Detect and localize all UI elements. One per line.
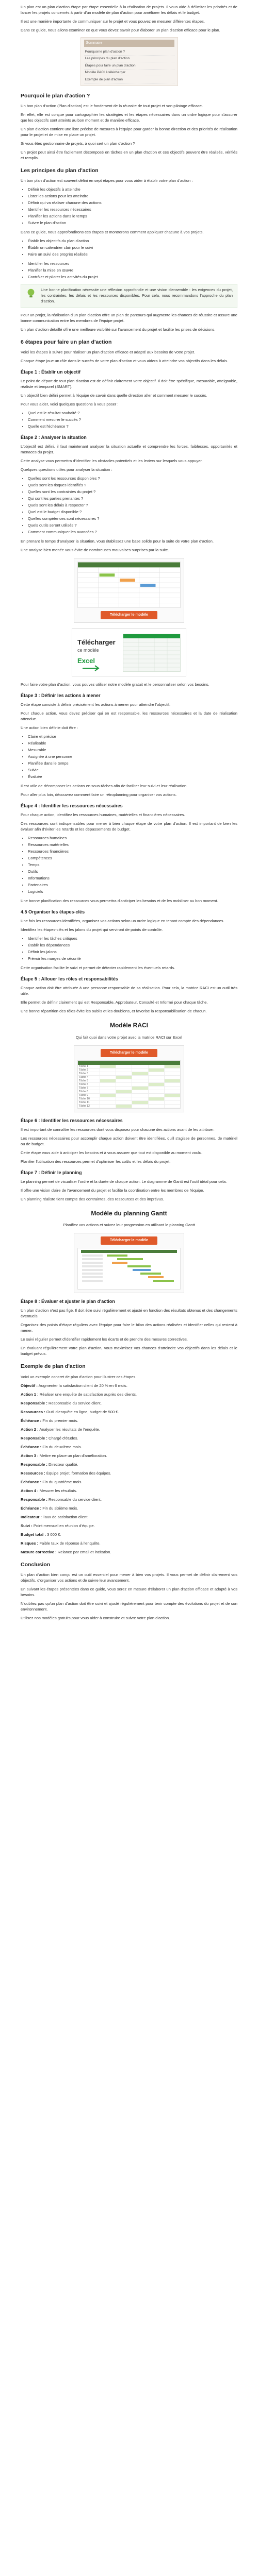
- step-title: Étape 7 : Définir le planning: [21, 1170, 82, 1175]
- raci-row: [78, 1069, 180, 1072]
- example-line: [21, 1497, 237, 1502]
- bullet-list: [21, 835, 237, 894]
- raci-cell: [164, 1083, 180, 1086]
- gantt-download-button[interactable]: Télécharger le modèle: [101, 1236, 157, 1245]
- example-line-text: Réaliser une enquête de satisfaction auprès des clients.: [39, 1392, 137, 1397]
- paragraph: Cette étape consiste à définir précisément les actions à mener pour atteindre l'objectif.: [21, 702, 171, 707]
- step-title: Étape 2 : Analyser la situation: [21, 434, 87, 440]
- list-item: • Partenaires: [28, 882, 237, 888]
- section-title: 6 étapes pour faire un plan d'action: [21, 338, 112, 345]
- example-line-text: Fin du premier mois.: [42, 1418, 78, 1423]
- raci-row: [78, 1087, 180, 1090]
- section-title: Pourquoi le plan d'action ?: [21, 92, 90, 99]
- example-line-label: Mesure corrective :: [21, 1549, 57, 1554]
- example-objective: [21, 1383, 237, 1388]
- raci-cell: [148, 1087, 164, 1090]
- paragraph: En prenant le temps d'analyser la situation, vous établissez une base solide pour la suite de votre plan d'action.: [21, 538, 214, 544]
- example-line-text: Mesurer les résultats.: [39, 1488, 77, 1493]
- bullet-list: [21, 238, 237, 257]
- intro-paragraph: Il est une manière importante de communiquer sur le projet et vous pouvez en mesurer différentes étapes.: [21, 19, 205, 24]
- raci-cell: [132, 1065, 148, 1068]
- example-line-label: Échéance :: [21, 1444, 42, 1449]
- example-line-text: 3 000 €.: [47, 1532, 61, 1537]
- paragraph: Cette organisation facilite le suivi et permet de détecter rapidement les éventuels retards.: [21, 965, 175, 971]
- example-line-label: Action 2 :: [21, 1427, 39, 1432]
- list-item: • Identifier les ressources: [28, 261, 237, 266]
- example-line: [21, 1488, 237, 1494]
- example-line-text: Responsable du service client.: [49, 1400, 102, 1405]
- raci-row: [78, 1065, 180, 1069]
- list-item: • Outils: [28, 869, 237, 874]
- bullet-list: [21, 187, 237, 226]
- intro-paragraph: Un plan est un plan d'action étape par étape essentielle à la réalisation de projets. Il vous aide à délimiter les priorités et de lancer les projets concernés à partir d'un modèle de plan d'action pour améliorer les délais et le budget.: [21, 5, 237, 15]
- raci-cell: [148, 1105, 164, 1108]
- paragraph: Le point de départ de tout plan d'action est de définir clairement votre objectif. Il doit être spécifique, mesurable, atteignable, réaliste et temporel (SMART).: [21, 378, 237, 389]
- paragraph: Voici les étapes à suivre pour réaliser un plan d'action efficace et adapté aux besoins de votre projet.: [21, 349, 196, 354]
- raci-cell: [132, 1069, 148, 1072]
- paragraph: Un plan d'action n'est pas figé. Il doit être suivi régulièrement et ajusté en fonction des résultats obtenus et des changements éventuels.: [21, 1308, 237, 1319]
- list-item: • Établir un calendrier clair pour le suivi: [28, 245, 237, 250]
- example-line-text: Chargé d'études.: [49, 1435, 78, 1440]
- bullet-list: [21, 261, 237, 280]
- example-line-label: Responsable :: [21, 1462, 47, 1467]
- example-line: [21, 1418, 237, 1423]
- example-line: [21, 1549, 237, 1555]
- example-line-text: Taux de satisfaction client.: [42, 1514, 89, 1519]
- raci-cell: [148, 1094, 164, 1097]
- example-line: [21, 1427, 237, 1432]
- raci-cell: [100, 1094, 116, 1097]
- example-line-label: Action 1 :: [21, 1392, 39, 1397]
- list-item: • Planifiée dans le temps: [28, 760, 237, 766]
- list-item: • Définir les jalons: [28, 949, 237, 955]
- list-item: • Suivre le plan d'action: [28, 220, 237, 226]
- list-item: • Quelles sont les contraintes du projet ?: [28, 489, 237, 495]
- gantt-template-card: [74, 1233, 184, 1293]
- list-item: • Quels outils seront utilisés ?: [28, 522, 237, 528]
- example-line-label: Action 4 :: [21, 1488, 39, 1493]
- raci-cell: [132, 1072, 148, 1075]
- paragraph: Le planning permet de visualiser l'ordre et la durée de chaque action. Le diagramme de Gantt est l'outil idéal pour cela.: [21, 1179, 227, 1184]
- raci-cell: [100, 1105, 116, 1108]
- example-line-text: Fin du deuxième mois.: [42, 1444, 82, 1449]
- example-line-label: Responsable :: [21, 1400, 47, 1405]
- paragraph: Une analyse bien menée vous évite de nombreuses mauvaises surprises par la suite.: [21, 547, 169, 552]
- table-of-contents: [80, 37, 178, 86]
- raci-cell: [132, 1105, 148, 1108]
- example-line-text: Point mensuel en réunion d'équipe.: [33, 1523, 95, 1528]
- example-line: [21, 1505, 237, 1511]
- raci-cell: [100, 1076, 116, 1079]
- paragraph: Pour aller plus loin, découvrez comment faire un rétroplanning pour organiser vos actions.: [21, 792, 177, 798]
- paragraph: Elle permet de définir clairement qui est Responsable, Approbateur, Consulté et Informé pour chaque tâche.: [21, 1000, 208, 1005]
- list-item: • Comment communiquer les avancées ?: [28, 529, 237, 535]
- example-line-label: Budget total :: [21, 1532, 46, 1537]
- download-banner[interactable]: [72, 628, 186, 676]
- list-item: • Établir les dépendances: [28, 942, 237, 948]
- section-title: Les principes du plan d'action: [21, 167, 99, 174]
- list-item: • Logiciels: [28, 889, 237, 894]
- raci-cell: [116, 1069, 132, 1072]
- raci-row-label: Tâche 5: [79, 1079, 89, 1082]
- list-item: • Temps: [28, 862, 237, 868]
- paragraph: Cette analyse vous permettra d'identifier les obstacles potentiels et les leviers sur lesquels vous appuyer.: [21, 458, 203, 463]
- raci-row: [78, 1094, 180, 1097]
- raci-matrix-preview: [77, 1060, 181, 1109]
- list-item: • Contrôler et piloter les activités du projet: [28, 274, 237, 280]
- paragraph: Dans ce guide, nous approfondirons ces étapes et montrerons comment appliquer chacune à vos projets.: [21, 230, 204, 235]
- bullet-list: [21, 936, 237, 961]
- paragraph: Pour faire votre plan d'action, vous pouvez utiliser notre modèle gratuit et le personnaliser selon vos besoins.: [21, 682, 209, 687]
- raci-cell: [164, 1079, 180, 1082]
- paragraph: Utilisez nos modèles gratuits pour vous aider à construire et suivre votre plan d'action.: [21, 1615, 170, 1620]
- paragraph: Un projet peut ainsi être facilement décomposé en tâches en un plan d'action et ces objectifs peuvent être réalisés, vérifiés et remplis.: [21, 150, 237, 161]
- bullet-list: [21, 734, 237, 779]
- raci-row: [78, 1079, 180, 1083]
- list-item: • Faire un suivi des progrès réalisés: [28, 251, 237, 257]
- paragraph: Pour chaque action, identifiez les ressources humaines, matérielles et financières nécessaires.: [21, 812, 185, 818]
- paragraph: Cette étape vous aide à anticiper les besoins et à vous assurer que tout est disponible au moment voulu.: [21, 1150, 203, 1155]
- example-lines: [21, 1392, 237, 1555]
- list-item: • Qui sont les parties prenantes ?: [28, 496, 237, 501]
- raci-row-label: Tâche 11: [79, 1100, 90, 1104]
- list-item: • Informations: [28, 875, 237, 881]
- list-item: • Quelles compétences sont nécessaires ?: [28, 516, 237, 521]
- paragraph: Il est utile de décomposer les actions en sous-tâches afin de faciliter leur suivi et leur réalisation.: [21, 784, 188, 789]
- gantt-preview: [77, 1248, 181, 1290]
- example-line-text: Relance par email et incitation.: [57, 1549, 111, 1554]
- example-line-label: Suivi :: [21, 1523, 33, 1528]
- paragraph: Pour chaque action, vous devez préciser qui en est responsable, les ressources nécessaires et la date de réalisation attendue.: [21, 711, 237, 722]
- example-line-label: Échéance :: [21, 1418, 42, 1423]
- step-title: Étape 5 : Allouer les rôles et responsabilités: [21, 976, 118, 982]
- example-line-label: Responsable :: [21, 1497, 47, 1502]
- toc-item[interactable]: Les principes du plan d'action: [84, 56, 174, 63]
- intro-paragraph: Dans ce guide, nous allons examiner ce que vous devez savoir pour élaborer un plan d'action efficace pour le plan.: [21, 28, 220, 32]
- paragraph: Planifier l'utilisation des ressources permet d'optimiser les coûts et les délais du projet.: [21, 1159, 171, 1164]
- paragraph: Pour vous aider, voici quelques questions à vous poser :: [21, 401, 119, 406]
- list-item: • Quels sont les délais à respecter ?: [28, 502, 237, 508]
- list-item: • Planifier les actions dans le temps: [28, 213, 237, 219]
- paragraph: Une fois les ressources identifiées, organisez vos actions selon un ordre logique en tenant compte des dépendances.: [21, 919, 224, 924]
- paragraph: En évaluant régulièrement votre plan d'action, vous maximisez vos chances d'atteindre vos objectifs dans les délais et le budget prévus.: [21, 1346, 237, 1357]
- raci-cell: [116, 1094, 132, 1097]
- list-item: • Identifier les tâches critiques: [28, 936, 237, 941]
- example-line: [21, 1453, 237, 1459]
- section-title: Conclusion: [21, 1561, 51, 1568]
- example-line: [21, 1409, 237, 1415]
- raci-row: [78, 1083, 180, 1087]
- example-line: [21, 1435, 237, 1441]
- list-item: • Établir les objectifs du plan d'action: [28, 238, 237, 244]
- example-objective-text: Augmenter la satisfaction client de 20 % en 6 mois.: [38, 1383, 127, 1388]
- raci-cell: [132, 1076, 148, 1079]
- raci-cell: [100, 1072, 116, 1075]
- gantt-title: Modèle du planning Gantt: [91, 1209, 167, 1217]
- raci-matrix-rows: [78, 1065, 180, 1108]
- raci-cell: [148, 1072, 164, 1075]
- list-item: • Quelle est l'échéance ?: [28, 423, 237, 429]
- raci-row-label: Tâche 6: [79, 1082, 89, 1086]
- paragraph: Identifiez les étapes-clés et les jalons du projet qui serviront de points de contrôle.: [21, 927, 163, 933]
- example-line-label: Action 3 :: [21, 1453, 39, 1458]
- toc-header: Sommaire: [84, 40, 174, 47]
- example-line-label: Ressources :: [21, 1409, 45, 1414]
- raci-cell: [100, 1087, 116, 1090]
- paragraph: Une action bien définie doit être :: [21, 725, 78, 731]
- raci-row: [78, 1090, 180, 1094]
- raci-row-label: Tâche 12: [79, 1104, 90, 1108]
- paragraph: Il est important de connaître les ressources dont vous disposez pour chacune des actions avant de les attribuer.: [21, 1127, 215, 1132]
- raci-cell: [148, 1090, 164, 1093]
- download-banner-title: Télécharger: [77, 638, 116, 646]
- example-line-text: Fin du quatrième mois.: [42, 1479, 83, 1484]
- raci-cell: [116, 1101, 132, 1104]
- step-title: 4.5 Organiser les étapes-clés: [21, 909, 85, 915]
- raci-cell: [100, 1069, 116, 1072]
- bullet-list: [21, 476, 237, 535]
- list-item: • Identifier les ressources nécessaires: [28, 207, 237, 212]
- raci-cell: [164, 1072, 180, 1075]
- raci-cell: [148, 1083, 164, 1086]
- raci-cell: [164, 1076, 180, 1079]
- example-line-text: Faible taux de réponse à l'enquête.: [39, 1540, 101, 1546]
- paragraph: Une bonne répartition des rôles évite les oublis et les doublons, et favorise la responsabilisation de chacun.: [21, 1009, 207, 1014]
- raci-cell: [148, 1076, 164, 1079]
- raci-cell: [148, 1079, 164, 1082]
- raci-cell: [132, 1087, 148, 1090]
- example-line: [21, 1400, 237, 1406]
- paragraph: En effet, elle est conçue pour cartographier les stratégies et les étapes nécessaires dans un ordre logique pour s'assurer que les objectifs sont atteints au bon moment et de manière efficace.: [21, 112, 237, 123]
- gantt-subtitle: Planifiez vos actions et suivez leur progression en utilisant le planning Gantt: [63, 1223, 195, 1228]
- raci-cell: [164, 1069, 180, 1072]
- raci-cell: [148, 1097, 164, 1100]
- list-item: • Suivie: [28, 767, 237, 773]
- list-item: • Quels sont les risques identifiés ?: [28, 482, 237, 488]
- example-line-label: Indicateur :: [21, 1514, 42, 1519]
- list-item: • Ressources humaines: [28, 835, 237, 841]
- raci-cell: [164, 1097, 180, 1100]
- raci-cell: [132, 1094, 148, 1097]
- list-item: • Quel est le résultat souhaité ?: [28, 410, 237, 416]
- raci-cell: [132, 1097, 148, 1100]
- list-item: • Planifier la mise en œuvre: [28, 267, 237, 273]
- raci-cell: [100, 1079, 116, 1082]
- paragraph: Quelques questions utiles pour analyser la situation :: [21, 467, 112, 472]
- raci-matrix-header: [78, 1061, 180, 1065]
- raci-cell: [116, 1065, 132, 1068]
- raci-cell: [116, 1105, 132, 1108]
- raci-cell: [148, 1069, 164, 1072]
- raci-row-label: Tâche 8: [79, 1090, 89, 1093]
- paragraph: Si vous êtes gestionnaire de projets, à quoi sert un plan d'action ?: [21, 141, 135, 146]
- list-item: • Quelles sont les ressources disponibles ?: [28, 476, 237, 481]
- list-item: • Prévoir les marges de sécurité: [28, 956, 237, 961]
- paragraph: Voici un exemple concret de plan d'action pour illustrer ces étapes.: [21, 1374, 137, 1379]
- toc-item[interactable]: Pourquoi le plan d'action ?: [84, 48, 174, 56]
- raci-cell: [100, 1065, 116, 1068]
- raci-cell: [148, 1101, 164, 1104]
- callout-text: Une bonne planification nécessite une réflexion approfondie et une vision d'ensemble : les exigences du projet, les contraintes, les délais et les ressources disponibles. Pour cela, nous recommandons l'approche du plan d'action.: [41, 287, 233, 303]
- raci-row: [78, 1072, 180, 1076]
- paragraph: En suivant les étapes présentées dans ce guide, vous serez en mesure d'élaborer un plan d'action efficace et adapté à vos besoins.: [21, 1586, 237, 1597]
- raci-row-label: Tâche 2: [79, 1068, 89, 1072]
- paragraph: Il offre une vision claire de l'avancement du projet et facilite la coordination entre les membres de l'équipe.: [21, 1188, 204, 1193]
- raci-cell: [116, 1083, 132, 1086]
- template-preview-card: [74, 558, 184, 623]
- raci-row: [78, 1101, 180, 1105]
- raci-row-label: Tâche 7: [79, 1086, 89, 1090]
- example-line: [21, 1523, 237, 1529]
- spreadsheet-thumbnail-icon: [123, 634, 180, 671]
- raci-row: [78, 1076, 180, 1079]
- paragraph: Une bonne planification des ressources vous permettra d'anticiper les besoins et de les mobiliser au bon moment.: [21, 899, 218, 904]
- list-item: • Réalisable: [28, 740, 237, 746]
- example-line: [21, 1444, 237, 1450]
- raci-cell: [164, 1090, 180, 1093]
- example-line-label: Échéance :: [21, 1505, 42, 1511]
- list-item: • Définir qui va réaliser chacune des actions: [28, 200, 237, 206]
- list-item: • Assignée à une personne: [28, 754, 237, 759]
- paragraph: Un bon plan d'action est souvent défini en sept étapes pour vous aider à établir votre plan d'action :: [21, 178, 193, 183]
- tip-callout: [21, 284, 237, 308]
- toc-item[interactable]: Exemple de plan d'action: [84, 76, 174, 83]
- raci-cell: [116, 1097, 132, 1100]
- download-banner-subtitle: ce modèle: [77, 647, 99, 653]
- example-line-text: Directeur qualité.: [49, 1462, 78, 1467]
- list-item: • Définir les objectifs à atteindre: [28, 187, 237, 192]
- raci-cell: [100, 1101, 116, 1104]
- raci-row: [78, 1097, 180, 1101]
- example-line: [21, 1514, 237, 1520]
- step-title: Étape 6 : Identifier les ressources nécessaires: [21, 1117, 123, 1123]
- example-line-text: Outil d'enquête en ligne, budget de 500 €.: [46, 1409, 119, 1414]
- article: [21, 0, 237, 2576]
- raci-subtitle: Qui fait quoi dans votre projet avec la matrice RACI sur Excel: [76, 1035, 182, 1040]
- arrow-right-icon: [82, 665, 102, 672]
- raci-cell: [164, 1101, 180, 1104]
- raci-row-label: Tâche 3: [79, 1072, 89, 1075]
- raci-cell: [116, 1087, 132, 1090]
- example-line-label: Risques :: [21, 1540, 39, 1546]
- raci-cell: [100, 1090, 116, 1093]
- example-line-label: Responsable :: [21, 1435, 47, 1440]
- example-line-label: Ressources :: [21, 1470, 45, 1476]
- example-line: [21, 1462, 237, 1467]
- list-item: • Mesurable: [28, 747, 237, 753]
- paragraph: Les ressources nécessaires pour accomplir chaque action doivent être identifiées, qu'il s'agisse de personnes, de matériel ou de budget.: [21, 1136, 237, 1146]
- list-item: • Compétences: [28, 855, 237, 861]
- list-item: • Ressources matérielles: [28, 842, 237, 848]
- raci-cell: [100, 1083, 116, 1086]
- paragraph: Le suivi régulier permet d'identifier rapidement les écarts et de prendre des mesures correctives.: [21, 1337, 188, 1342]
- paragraph: Chaque action doit être attribuée à une personne responsable de sa réalisation. Pour cela, la matrice RACI est un outil très utile.: [21, 986, 237, 996]
- paragraph: Chaque étape joue un rôle dans le succès de votre plan d'action et vous aidera à atteindre vos objectifs dans les délais.: [21, 358, 229, 363]
- paragraph: Un objectif bien défini permet à l'équipe de savoir dans quelle direction aller et comment mesurer le succès.: [21, 393, 207, 398]
- example-line: [21, 1540, 237, 1546]
- paragraph: Ces ressources sont indispensables pour mener à bien chaque étape de votre plan d'action. Il est important de bien les évaluer afin d'éviter les retards et les dépassements de budget.: [21, 821, 237, 832]
- paragraph: Un plan d'action bien conçu est un outil essentiel pour mener à bien vos projets. Il vous permet de définir clairement vos objectifs, d'organiser vos actions et de suivre leur avancement.: [21, 1572, 237, 1583]
- lightbulb-icon: [25, 287, 37, 299]
- raci-row-label: Tâche 9: [79, 1093, 89, 1097]
- raci-cell: [116, 1072, 132, 1075]
- example-line-text: Responsable du service client.: [49, 1497, 102, 1502]
- raci-cell: [116, 1090, 132, 1093]
- example-line-text: Mettre en place un plan d'amélioration.: [39, 1453, 107, 1458]
- raci-row-label: Tâche 1: [79, 1064, 89, 1068]
- step-title: Étape 8 : Évaluer et ajuster le plan d'action: [21, 1299, 115, 1304]
- template-preview-image: [77, 562, 181, 608]
- step-title: Étape 3 : Définir les actions à mener: [21, 692, 101, 698]
- gantt-chart-thumbnail-icon: [79, 1250, 179, 1286]
- paragraph: Organisez des points d'étape réguliers avec l'équipe pour faire le bilan des actions réalisées et identifier celles qui restent à mener.: [21, 1323, 237, 1333]
- step-title: Étape 4 : Identifier les ressources nécessaires: [21, 803, 123, 809]
- raci-cell: [100, 1097, 116, 1100]
- spreadsheet-thumbnail-icon: [78, 562, 180, 607]
- step-title: Étape 1 : Établir un objectif: [21, 369, 81, 375]
- example-line: [21, 1479, 237, 1485]
- list-item: • Comment mesurer le succès ?: [28, 417, 237, 422]
- raci-cell: [164, 1065, 180, 1068]
- spreadsheet-preview: [123, 634, 181, 672]
- download-banner-format: Excel: [77, 656, 95, 665]
- paragraph: Un planning réaliste tient compte des contraintes, des ressources et des imprévus.: [21, 1196, 164, 1201]
- raci-cell: [132, 1079, 148, 1082]
- raci-cell: [132, 1090, 148, 1093]
- example-line-text: Analyser les résultats de l'enquête.: [39, 1427, 100, 1432]
- list-item: • Évaluée: [28, 774, 237, 779]
- list-item: • Claire et précise: [28, 734, 237, 739]
- example-line-label: Échéance :: [21, 1479, 42, 1484]
- toc-item[interactable]: Modèle PACI à télécharger: [84, 70, 174, 77]
- raci-template-card: [74, 1045, 184, 1112]
- raci-cell: [116, 1076, 132, 1079]
- paragraph: N'oubliez pas qu'un plan d'action doit être suivi et ajusté régulièrement pour tenir compte des évolutions du projet et de son environnement.: [21, 1601, 237, 1612]
- list-item: • Ressources financières: [28, 849, 237, 854]
- example-objective-label: Objectif :: [21, 1383, 38, 1388]
- raci-cell: [148, 1065, 164, 1068]
- example-line: [21, 1532, 237, 1537]
- toc-item[interactable]: Étapes pour faire un plan d'action: [84, 62, 174, 70]
- example-line: [21, 1392, 237, 1397]
- example-line: [21, 1470, 237, 1476]
- raci-title: Modèle RACI: [109, 1022, 148, 1029]
- raci-cell: [164, 1105, 180, 1108]
- raci-cell: [164, 1094, 180, 1097]
- raci-row-label: Tâche 10: [79, 1097, 90, 1100]
- download-template-button[interactable]: Télécharger le modèle: [101, 611, 157, 619]
- paragraph: L'objectif est défini, il faut maintenant analyser la situation actuelle et comprendre les forces, faiblesses, opportunités et menaces du projet.: [21, 444, 237, 454]
- example-line-text: Fin du sixième mois.: [42, 1505, 78, 1511]
- paragraph: Un bon plan d'action (Plan d'action) est le fondement de la réussite de tout projet et son pilotage efficace.: [21, 104, 203, 109]
- paragraph: Un plan d'action détaillé offre une meilleure visibilité sur l'avancement du projet et facilite les prises de décisions.: [21, 327, 216, 332]
- raci-row-label: Tâche 4: [79, 1075, 89, 1079]
- paragraph: Pour un projet, la réalisation d'un plan d'action offre un plan de parcours qui augmente les chances de réussite et assure une bonne communication entre les membres de l'équipe projet.: [21, 312, 237, 323]
- bullet-list: [21, 410, 237, 429]
- raci-cell: [116, 1079, 132, 1082]
- section-title: Exemple de plan d'action: [21, 1363, 86, 1370]
- example-line-text: Équipe projet, formation des équipes.: [46, 1470, 111, 1476]
- raci-download-button[interactable]: Télécharger le modèle: [101, 1049, 157, 1057]
- paragraph: Un plan d'action contient une liste précise de mesures à l'équipe pour garder la bonne direction et des priorités de réalisation pour le projet et de mise en place un projet.: [21, 127, 237, 138]
- raci-row: [78, 1105, 180, 1108]
- list-item: • Lister les actions pour les atteindre: [28, 193, 237, 199]
- raci-cell: [164, 1087, 180, 1090]
- raci-cell: [132, 1083, 148, 1086]
- list-item: • Quel est le budget disponible ?: [28, 509, 237, 515]
- raci-cell: [132, 1101, 148, 1104]
